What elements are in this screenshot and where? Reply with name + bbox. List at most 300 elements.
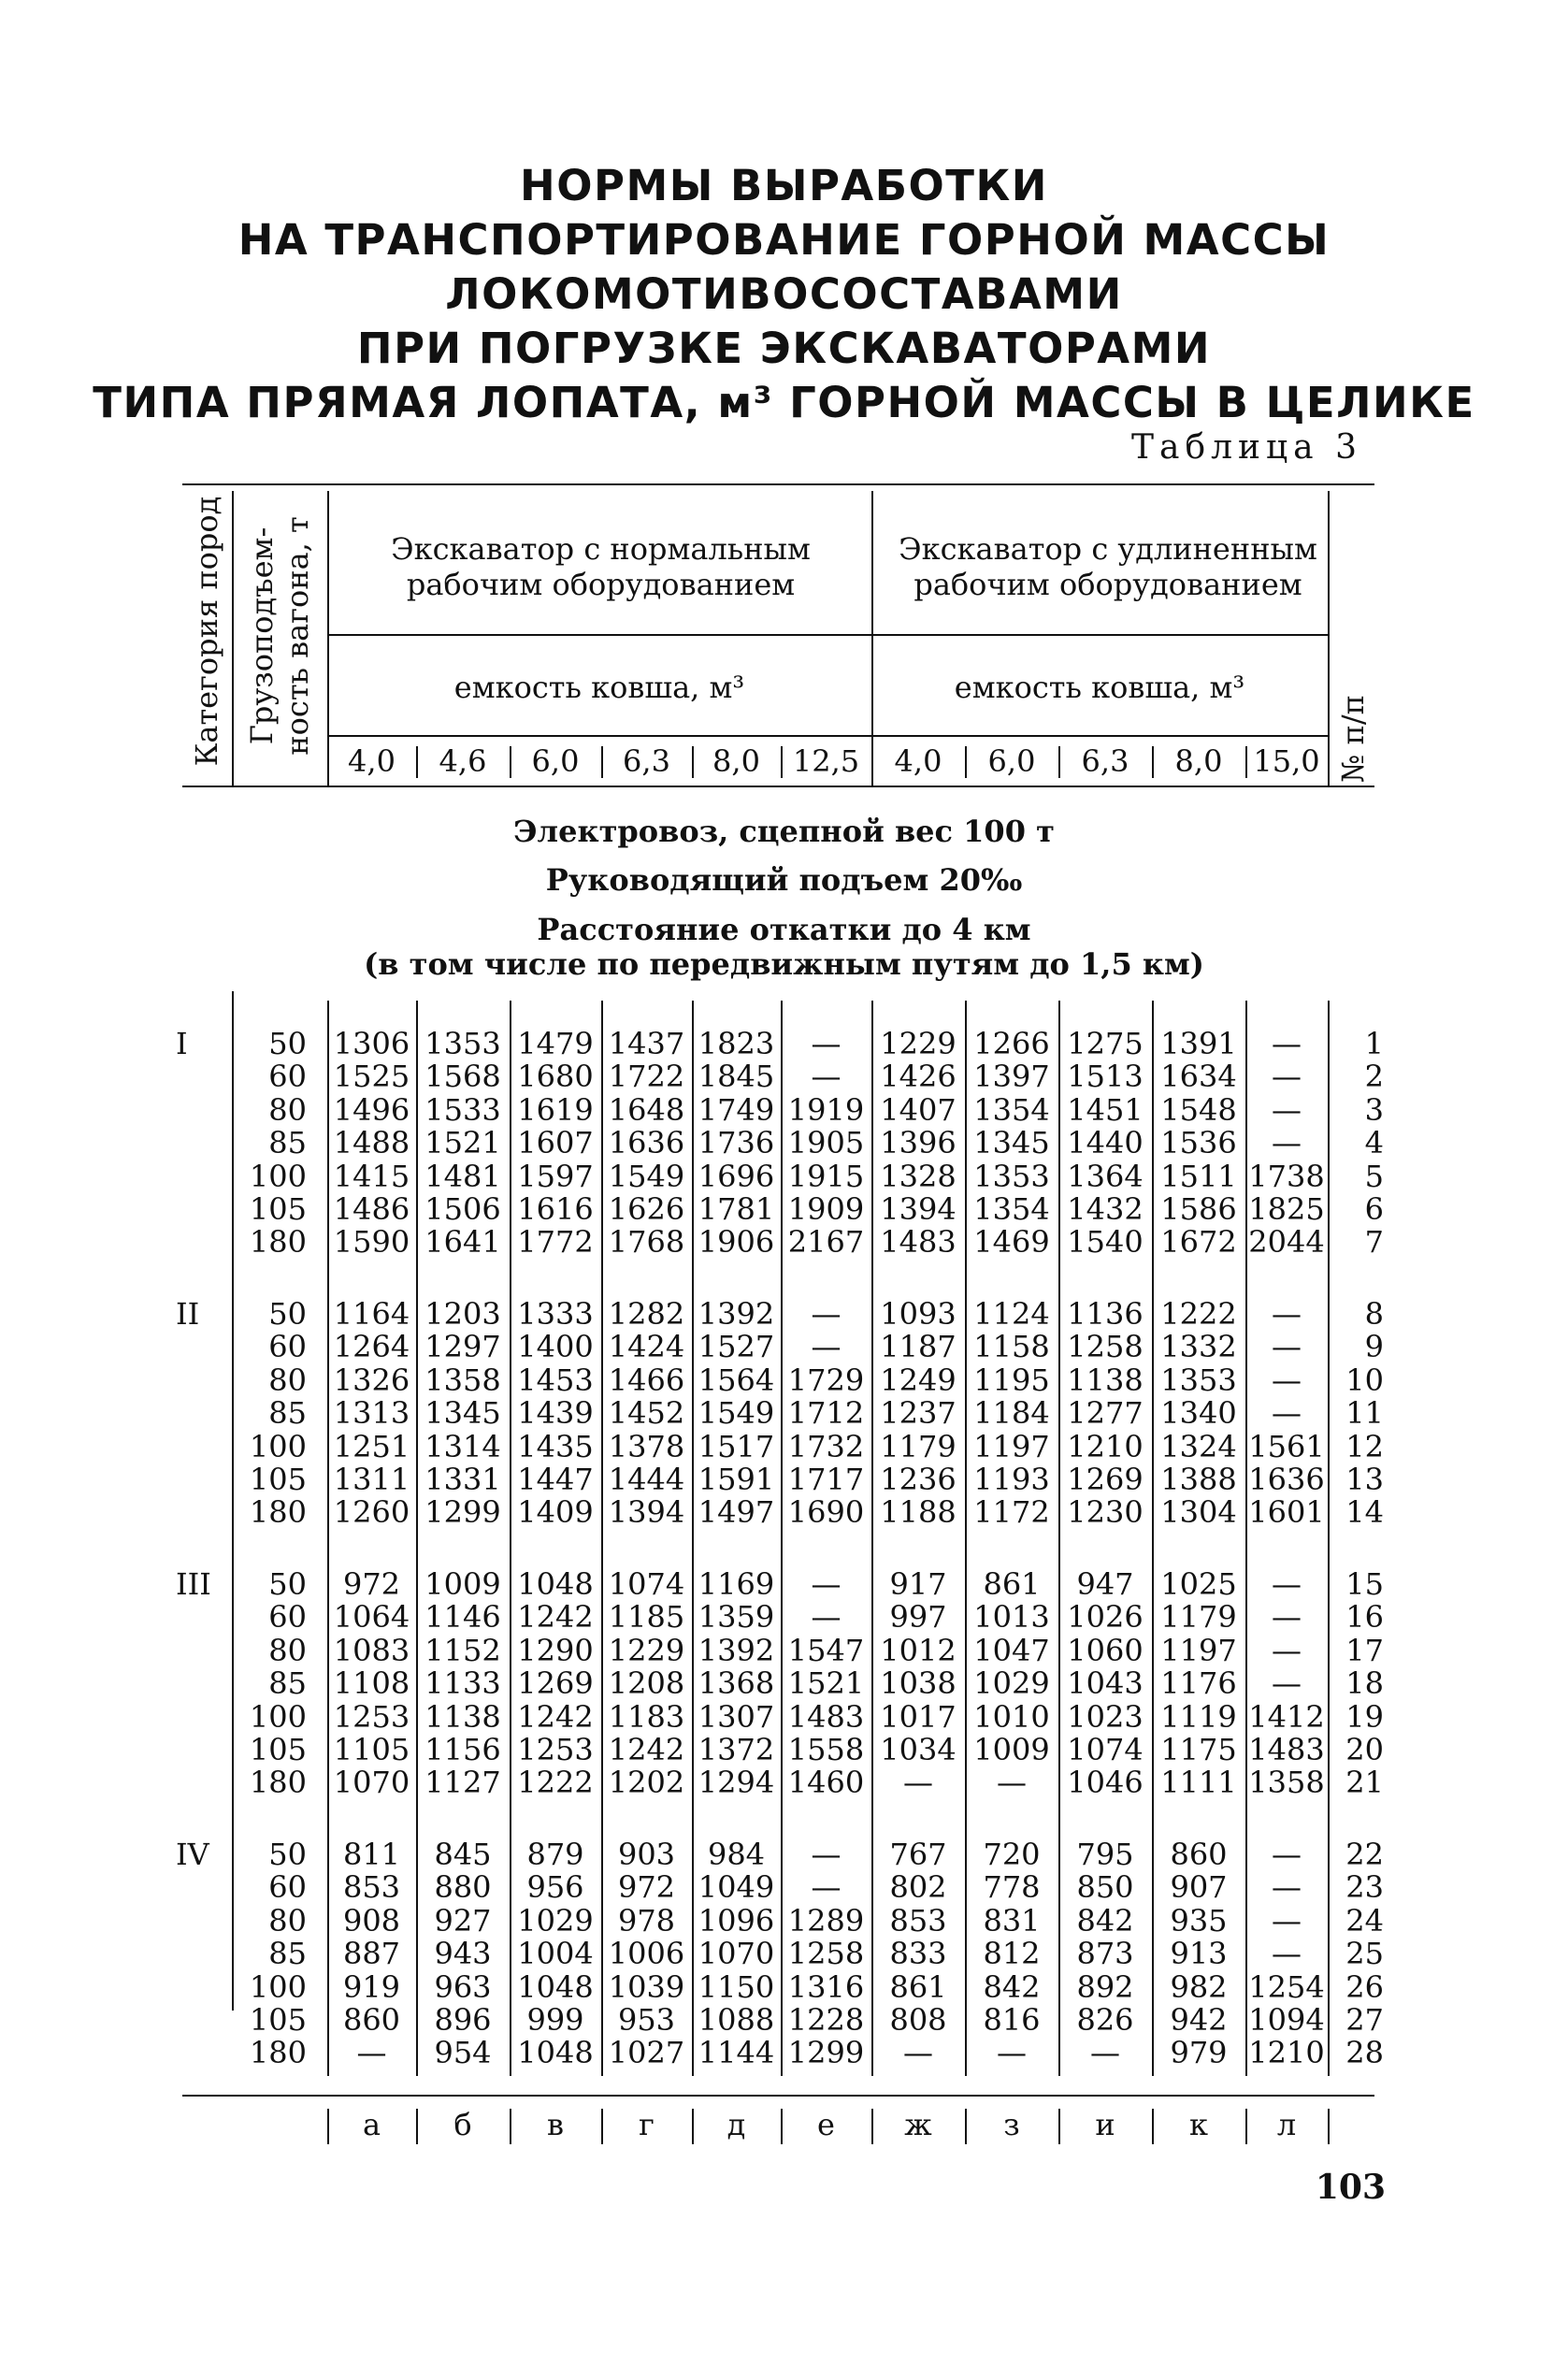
row-number-cell: 16	[1345, 1599, 1384, 1635]
value-cell: 1511	[1160, 1159, 1237, 1194]
value-cell: 1521	[787, 1665, 865, 1701]
value-cell: 1152	[424, 1633, 501, 1668]
value-cell: —	[997, 2035, 1027, 2070]
value-cell: 1029	[973, 1665, 1050, 1701]
value-cell: 1483	[880, 1224, 957, 1260]
row-number-cell: 23	[1345, 1869, 1384, 1905]
value-cell: 1179	[1160, 1599, 1237, 1635]
value-cell: 861	[983, 1566, 1041, 1602]
value-cell: 954	[434, 2035, 492, 2070]
bucket-size: 6,0	[531, 743, 580, 779]
value-cell: 842	[1076, 1903, 1134, 1939]
value-cell: 1210	[1067, 1429, 1144, 1464]
column-letter: а	[362, 2107, 381, 2142]
value-cell: 1183	[608, 1699, 685, 1735]
value-cell: 1536	[1160, 1125, 1237, 1160]
value-cell: 942	[1170, 2002, 1228, 2038]
header-normal-excavator: Экскаватор с нормальным рабочим оборудованием	[391, 531, 811, 602]
category-label: IV	[176, 1837, 209, 1872]
capacity-cell: 80	[268, 1633, 307, 1668]
value-cell: 850	[1076, 1869, 1134, 1905]
capacity-cell: 50	[268, 1837, 307, 1872]
value-cell: 767	[889, 1837, 947, 1872]
column-letter: л	[1276, 2107, 1297, 2142]
value-cell: 913	[1170, 1936, 1228, 1971]
value-cell: 1453	[517, 1362, 594, 1398]
value-cell: 1564	[698, 1362, 775, 1398]
value-cell: 1269	[1067, 1462, 1144, 1497]
bucket-size-divider	[510, 746, 511, 778]
value-cell: 1481	[424, 1159, 501, 1194]
value-cell: 861	[889, 1969, 947, 2005]
row-number-cell: 8	[1364, 1296, 1384, 1332]
value-cell: 880	[434, 1869, 492, 1905]
value-cell: 1164	[333, 1296, 410, 1332]
value-cell: —	[1272, 1599, 1302, 1635]
value-cell: 1311	[333, 1462, 410, 1497]
header-bucket-extended: емкость ковша, м³	[954, 670, 1245, 705]
capacity-cell: 180	[249, 2035, 307, 2070]
value-cell: 997	[889, 1599, 947, 1635]
value-cell: 778	[983, 1869, 1041, 1905]
value-cell: 1469	[973, 1224, 1050, 1260]
value-cell: —	[1272, 1395, 1302, 1431]
value-cell: 1108	[333, 1665, 410, 1701]
value-cell: 1060	[1067, 1633, 1144, 1668]
value-cell: 1906	[698, 1224, 775, 1260]
row-number-cell: 3	[1364, 1092, 1384, 1128]
value-cell: 1070	[333, 1765, 410, 1800]
value-cell: 1150	[698, 1969, 775, 2005]
value-cell: 956	[526, 1869, 584, 1905]
value-cell: 1307	[698, 1699, 775, 1735]
value-cell: 979	[1170, 2035, 1228, 2070]
value-cell: 1905	[787, 1125, 865, 1160]
column-letter: и	[1095, 2107, 1115, 2142]
value-cell: 1210	[1248, 2035, 1325, 2070]
value-cell: 1088	[698, 2002, 775, 2038]
value-cell: 1616	[517, 1191, 594, 1227]
value-cell: 826	[1076, 2002, 1134, 2038]
value-cell: 1391	[1160, 1026, 1237, 1061]
bucket-size: 6,3	[623, 743, 670, 779]
column-letter-divider	[965, 2109, 967, 2144]
value-cell: 1176	[1160, 1665, 1237, 1701]
value-cell: 972	[342, 1566, 401, 1602]
value-cell: 1049	[698, 1869, 775, 1905]
value-cell: 1203	[424, 1296, 501, 1332]
value-cell: 1397	[973, 1059, 1050, 1094]
value-cell: 816	[983, 2002, 1041, 2038]
row-number-cell: 22	[1345, 1837, 1384, 1872]
value-cell: 1549	[608, 1159, 685, 1194]
value-cell: 1358	[424, 1362, 501, 1398]
value-cell: —	[1272, 1633, 1302, 1668]
value-cell: 1426	[880, 1059, 957, 1094]
category-label: II	[176, 1296, 200, 1332]
bucket-size: 12,5	[792, 743, 860, 779]
value-cell: 1009	[973, 1732, 1050, 1767]
value-cell: 808	[889, 2002, 947, 2038]
row-number-cell: 9	[1364, 1329, 1384, 1364]
value-cell: 833	[889, 1936, 947, 1971]
table-bottom-rule	[182, 2095, 1374, 2097]
value-cell: 896	[434, 2002, 492, 2038]
value-cell: 1023	[1067, 1699, 1144, 1735]
value-cell: 1010	[973, 1699, 1050, 1735]
bucket-size: 15,0	[1253, 743, 1320, 779]
value-cell: 1444	[608, 1462, 685, 1497]
value-cell: 1768	[608, 1224, 685, 1260]
value-cell: 1228	[787, 2002, 865, 2038]
row-number-cell: 12	[1345, 1429, 1384, 1464]
page-number: 103	[1315, 2168, 1386, 2207]
header-divider	[232, 491, 234, 786]
header-bucket-normal: емкость ковша, м³	[453, 670, 745, 705]
row-number-cell: 14	[1345, 1494, 1384, 1530]
column-letter: е	[817, 2107, 835, 2142]
bucket-size-divider	[1245, 746, 1247, 778]
value-cell: 1146	[424, 1599, 501, 1635]
value-cell: 1909	[787, 1191, 865, 1227]
value-cell: 853	[889, 1903, 947, 1939]
row-number-cell: 18	[1345, 1665, 1384, 1701]
capacity-cell: 100	[249, 1699, 307, 1735]
column-rule	[601, 1001, 603, 2076]
value-cell: 1392	[698, 1633, 775, 1668]
value-cell: 1568	[424, 1059, 501, 1094]
value-cell: 1488	[333, 1125, 410, 1160]
value-cell: 1452	[608, 1395, 685, 1431]
value-cell: 907	[1170, 1869, 1228, 1905]
value-cell: 1919	[787, 1092, 865, 1128]
column-rule	[416, 1001, 418, 2076]
value-cell: 984	[707, 1837, 766, 1872]
value-cell: 1222	[1160, 1296, 1237, 1332]
value-cell: —	[811, 1296, 842, 1332]
capacity-cell: 105	[249, 2002, 307, 2038]
column-rule	[781, 1001, 783, 2076]
value-cell: 1242	[517, 1699, 594, 1735]
column-rule	[327, 1001, 329, 2076]
value-cell: 1772	[517, 1224, 594, 1260]
row-number-cell: 28	[1345, 2035, 1384, 2070]
value-cell: 903	[617, 1837, 676, 1872]
capacity-cell: 85	[268, 1395, 307, 1431]
value-cell: —	[811, 1026, 842, 1061]
value-cell: 1290	[517, 1633, 594, 1668]
value-cell: 1619	[517, 1092, 594, 1128]
value-cell: 1070	[698, 1936, 775, 1971]
value-cell: 1046	[1067, 1765, 1144, 1800]
value-cell: 1253	[517, 1732, 594, 1767]
column-letter: г	[639, 2107, 655, 2142]
category-label: I	[176, 1026, 188, 1061]
column-letter-divider	[1058, 2109, 1060, 2144]
value-cell: 1561	[1248, 1429, 1325, 1464]
value-cell: 1029	[517, 1903, 594, 1939]
column-letter-divider	[781, 2109, 783, 2144]
header-top-rule	[182, 483, 1374, 485]
value-cell: 1354	[973, 1092, 1050, 1128]
value-cell: 1690	[787, 1494, 865, 1530]
value-cell: 1188	[880, 1494, 957, 1530]
value-cell: 1479	[517, 1026, 594, 1061]
row-number-cell: 26	[1345, 1969, 1384, 2005]
capacity-cell: 50	[268, 1296, 307, 1332]
header-size-rule	[327, 735, 1328, 737]
value-cell: 1440	[1067, 1125, 1144, 1160]
bucket-size-divider	[692, 746, 694, 778]
value-cell: 1435	[517, 1429, 594, 1464]
value-cell: 1749	[698, 1092, 775, 1128]
value-cell: 1672	[1160, 1224, 1237, 1260]
value-cell: 1437	[608, 1026, 685, 1061]
capacity-cell: 50	[268, 1026, 307, 1061]
capacity-cell: 100	[249, 1159, 307, 1194]
value-cell: 1368	[698, 1665, 775, 1701]
value-cell: 2044	[1248, 1224, 1325, 1260]
row-number-cell: 13	[1345, 1462, 1384, 1497]
value-cell: 917	[889, 1566, 947, 1602]
capacity-cell: 180	[249, 1224, 307, 1260]
header-divider	[1328, 491, 1330, 786]
column-letter-divider	[327, 2109, 329, 2144]
capacity-cell: 105	[249, 1732, 307, 1767]
value-cell: 1696	[698, 1159, 775, 1194]
value-cell: 947	[1076, 1566, 1134, 1602]
value-cell: 1372	[698, 1732, 775, 1767]
value-cell: 1547	[787, 1633, 865, 1668]
value-cell: 1096	[698, 1903, 775, 1939]
value-cell: 1353	[424, 1026, 501, 1061]
value-cell: 1124	[973, 1296, 1050, 1332]
value-cell: 1451	[1067, 1092, 1144, 1128]
condition-line: Расстояние откатки до 4 км	[537, 912, 1031, 947]
column-rule	[1058, 1001, 1060, 2076]
value-cell: 1781	[698, 1191, 775, 1227]
value-cell: 831	[983, 1903, 1041, 1939]
value-cell: 1636	[608, 1125, 685, 1160]
column-letter-divider	[416, 2109, 418, 2144]
capacity-cell: 105	[249, 1191, 307, 1227]
column-rule	[510, 1001, 511, 2076]
value-cell: —	[1272, 1026, 1302, 1061]
value-cell: 853	[342, 1869, 401, 1905]
value-cell: —	[1272, 1936, 1302, 1971]
value-cell: 1324	[1160, 1429, 1237, 1464]
row-number-cell: 25	[1345, 1936, 1384, 1971]
value-cell: 1328	[880, 1159, 957, 1194]
header-row-number: № п/п	[1335, 695, 1371, 783]
value-cell: 1187	[880, 1329, 957, 1364]
value-cell: 1237	[880, 1395, 957, 1431]
value-cell: 1424	[608, 1329, 685, 1364]
value-cell: 1277	[1067, 1395, 1144, 1431]
value-cell: 842	[983, 1969, 1041, 2005]
bucket-size: 8,0	[1174, 743, 1223, 779]
value-cell: 1396	[880, 1125, 957, 1160]
value-cell: 1460	[787, 1765, 865, 1800]
value-cell: 1636	[1248, 1462, 1325, 1497]
row-number-cell: 24	[1345, 1903, 1384, 1939]
column-rule	[965, 1001, 967, 2076]
row-number-cell: 20	[1345, 1732, 1384, 1767]
bucket-size-divider	[416, 746, 418, 778]
title-line: ЛОКОМОТИВОСОСТАВАМИ	[445, 269, 1123, 319]
category-label: III	[176, 1566, 211, 1602]
column-letter: з	[1003, 2107, 1020, 2142]
value-cell: 1006	[608, 1936, 685, 1971]
bucket-size: 4,6	[439, 743, 487, 779]
value-cell: 1345	[973, 1125, 1050, 1160]
value-cell: 1258	[787, 1936, 865, 1971]
value-cell: 1299	[424, 1494, 501, 1530]
header-mid-rule	[327, 634, 1328, 636]
value-cell: 1242	[608, 1732, 685, 1767]
value-cell: 1513	[1067, 1059, 1144, 1094]
value-cell: 1634	[1160, 1059, 1237, 1094]
value-cell: 1202	[608, 1765, 685, 1800]
value-cell: —	[1272, 1059, 1302, 1094]
value-cell: —	[1272, 1092, 1302, 1128]
value-cell: 1299	[787, 2035, 865, 2070]
title-line: НА ТРАНСПОРТИРОВАНИЕ ГОРНОЙ МАССЫ	[237, 215, 1331, 265]
value-cell: 1038	[880, 1665, 957, 1701]
value-cell: 845	[434, 1837, 492, 1872]
value-cell: 860	[342, 2002, 401, 2038]
value-cell: 1048	[517, 1969, 594, 2005]
value-cell: 1264	[333, 1329, 410, 1364]
value-cell: —	[811, 1837, 842, 1872]
value-cell: 1289	[787, 1903, 865, 1939]
value-cell: 1229	[608, 1633, 685, 1668]
bucket-size: 4,0	[348, 743, 396, 779]
value-cell: 1193	[973, 1462, 1050, 1497]
value-cell: 978	[617, 1903, 676, 1939]
value-cell: 972	[617, 1869, 676, 1905]
value-cell: 1034	[880, 1732, 957, 1767]
capacity-cell: 60	[268, 1059, 307, 1094]
value-cell: 1275	[1067, 1026, 1144, 1061]
column-rule	[871, 1001, 873, 2076]
value-cell: 1282	[608, 1296, 685, 1332]
capacity-cell: 85	[268, 1936, 307, 1971]
capacity-cell: 85	[268, 1125, 307, 1160]
header-divider	[871, 491, 873, 786]
value-cell: 935	[1170, 1903, 1228, 1939]
value-cell: 1009	[424, 1566, 501, 1602]
value-cell: 1136	[1067, 1296, 1144, 1332]
value-cell: 1047	[973, 1633, 1050, 1668]
value-cell: 1388	[1160, 1462, 1237, 1497]
column-letter: в	[546, 2107, 564, 2142]
value-cell: 1158	[973, 1329, 1050, 1364]
bucket-size-divider	[965, 746, 967, 778]
value-cell: 1359	[698, 1599, 775, 1635]
value-cell: 1712	[787, 1395, 865, 1431]
value-cell: 1093	[880, 1296, 957, 1332]
value-cell: 1340	[1160, 1395, 1237, 1431]
value-cell: 1251	[333, 1429, 410, 1464]
capacity-cell: 85	[268, 1665, 307, 1701]
value-cell: 1195	[973, 1362, 1050, 1398]
row-number-cell: 5	[1364, 1159, 1384, 1194]
bucket-size: 6,3	[1081, 743, 1129, 779]
header-extended-excavator: Экскаватор с удлиненным рабочим оборудованием	[899, 531, 1317, 602]
column-letter-divider	[1245, 2109, 1247, 2144]
value-cell: 1590	[333, 1224, 410, 1260]
value-cell: 812	[983, 1936, 1041, 1971]
row-number-cell: 21	[1345, 1765, 1384, 1800]
value-cell: 1732	[787, 1429, 865, 1464]
value-cell: 953	[617, 2002, 676, 2038]
row-number-cell: 1	[1364, 1026, 1384, 1061]
value-cell: 1364	[1067, 1159, 1144, 1194]
value-cell: —	[997, 1765, 1027, 1800]
value-cell: 1013	[973, 1599, 1050, 1635]
value-cell: 1626	[608, 1191, 685, 1227]
value-cell: 1269	[517, 1665, 594, 1701]
value-cell: 1133	[424, 1665, 501, 1701]
title-line: ТИПА ПРЯМАЯ ЛОПАТА, м³ ГОРНОЙ МАССЫ В ЦЕЛИКЕ	[93, 378, 1475, 427]
value-cell: 860	[1170, 1837, 1228, 1872]
value-cell: 1641	[424, 1224, 501, 1260]
row-number-cell: 11	[1345, 1395, 1384, 1431]
row-number-cell: 7	[1364, 1224, 1384, 1260]
value-cell: 1184	[973, 1395, 1050, 1431]
column-rule	[232, 991, 234, 2011]
value-cell: 1358	[1248, 1765, 1325, 1800]
value-cell: 1354	[973, 1191, 1050, 1227]
value-cell: 1591	[698, 1462, 775, 1497]
value-cell: 1316	[787, 1969, 865, 2005]
condition-line: Руководящий подъем 20‰	[545, 862, 1023, 898]
value-cell: 1722	[608, 1059, 685, 1094]
value-cell: 1549	[698, 1395, 775, 1431]
value-cell: 1345	[424, 1395, 501, 1431]
value-cell: —	[1272, 1296, 1302, 1332]
value-cell: 1738	[1248, 1159, 1325, 1194]
value-cell: 1253	[333, 1699, 410, 1735]
value-cell: —	[356, 2035, 387, 2070]
value-cell: 1039	[608, 1969, 685, 2005]
capacity-cell: 80	[268, 1092, 307, 1128]
value-cell: 873	[1076, 1936, 1134, 1971]
value-cell: 1197	[973, 1429, 1050, 1464]
capacity-cell: 80	[268, 1362, 307, 1398]
value-cell: 1249	[880, 1362, 957, 1398]
row-number-cell: 27	[1345, 2002, 1384, 2038]
value-cell: —	[1272, 1869, 1302, 1905]
value-cell: 1230	[1067, 1494, 1144, 1530]
value-cell: 1294	[698, 1765, 775, 1800]
title-line: ПРИ ПОГРУЗКЕ ЭКСКАВАТОРАМИ	[356, 324, 1212, 373]
value-cell: —	[903, 1765, 933, 1800]
bucket-size: 4,0	[894, 743, 942, 779]
value-cell: 1229	[880, 1026, 957, 1061]
header-capacity-line: Грузоподъем-	[244, 526, 280, 745]
row-number-cell: 10	[1345, 1362, 1384, 1398]
value-cell: 982	[1170, 1969, 1228, 2005]
value-cell: 1260	[333, 1494, 410, 1530]
column-letter-divider	[692, 2109, 694, 2144]
column-letter-divider	[871, 2109, 873, 2144]
condition-line: Электровоз, сцепной вес 100 т	[513, 814, 1055, 849]
value-cell: 802	[889, 1869, 947, 1905]
value-cell: 1119	[1160, 1699, 1237, 1735]
header-divider	[327, 491, 329, 786]
